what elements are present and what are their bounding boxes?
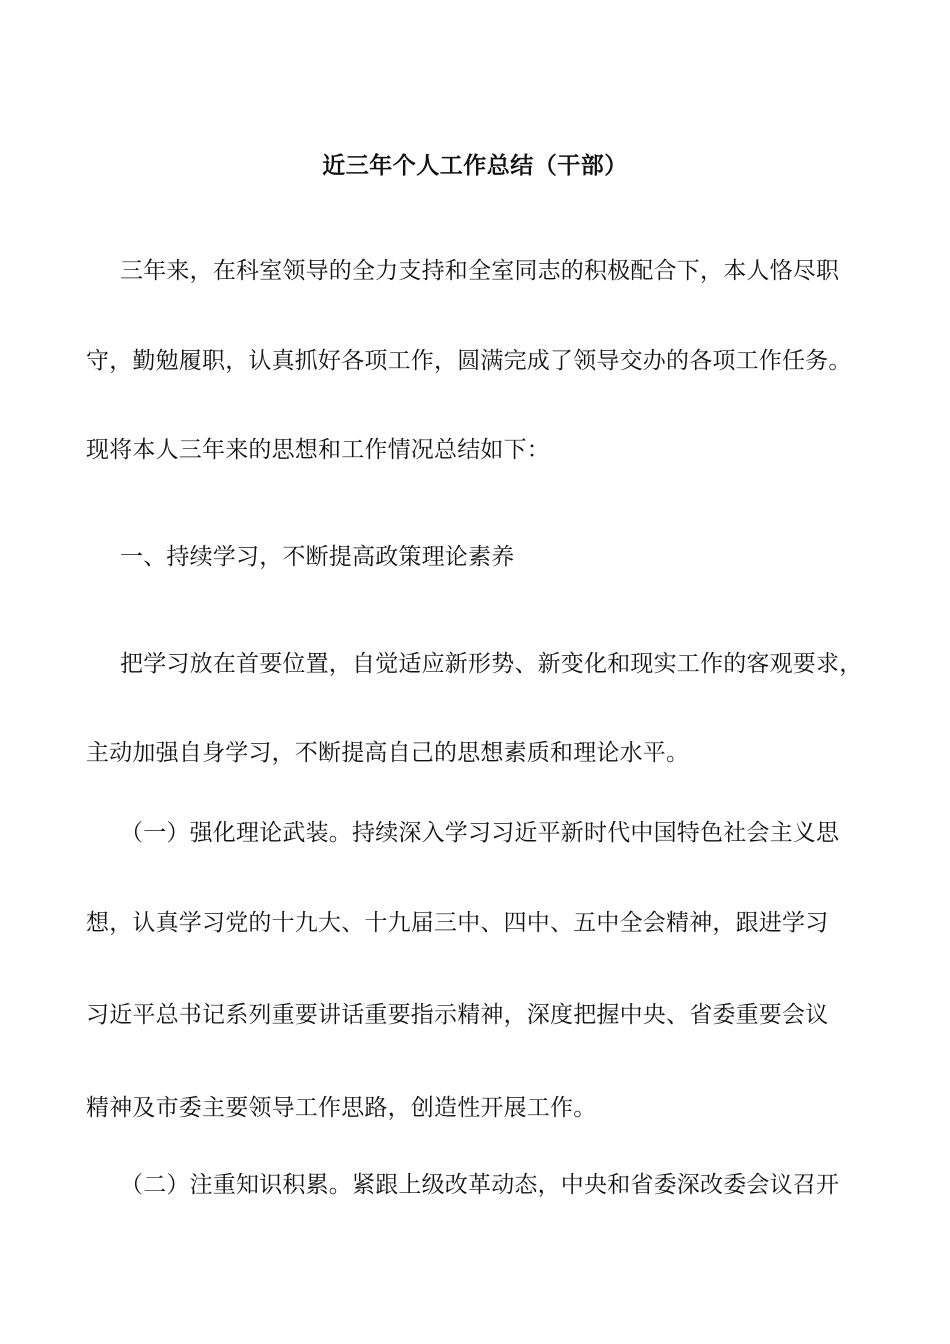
section-heading-1: 一、持续学习，不断提高政策理论素养 (120, 544, 515, 570)
paragraph-3-line-3: 习近平总书记系列重要讲话重要指示精神，深度把握中央、省委重要会议 (86, 1002, 829, 1028)
document-title: 近三年个人工作总结（干部） (322, 153, 628, 179)
paragraph-4-line-1: （二）注重知识积累。紧跟上级改革动态，中央和省委深改委会议召开 (120, 1172, 840, 1198)
paragraph-2-line-1: 把学习放在首要位置，自觉适应新形势、新变化和现实工作的客观要求， (120, 651, 863, 677)
paragraph-1-line-3: 现将本人三年来的思想和工作情况总结如下： (86, 437, 550, 463)
paragraph-1-line-1: 三年来，在科室领导的全力支持和全室同志的积极配合下，本人恪尽职 (120, 258, 840, 284)
paragraph-3-line-4: 精神及市委主要领导工作思路，创造性开展工作。 (86, 1095, 597, 1121)
paragraph-1-line-2: 守，勤勉履职，认真抓好各项工作，圆满完成了领导交办的各项工作任务。 (86, 348, 852, 374)
paragraph-3-line-1: （一）强化理论武装。持续深入学习习近平新时代中国特色社会主义思 (120, 820, 840, 846)
paragraph-3-line-2: 想，认真学习党的十九大、十九届三中、四中、五中全会精神，跟进学习 (86, 910, 829, 936)
paragraph-2-line-2: 主动加强自身学习，不断提高自己的思想素质和理论水平。 (86, 740, 690, 766)
